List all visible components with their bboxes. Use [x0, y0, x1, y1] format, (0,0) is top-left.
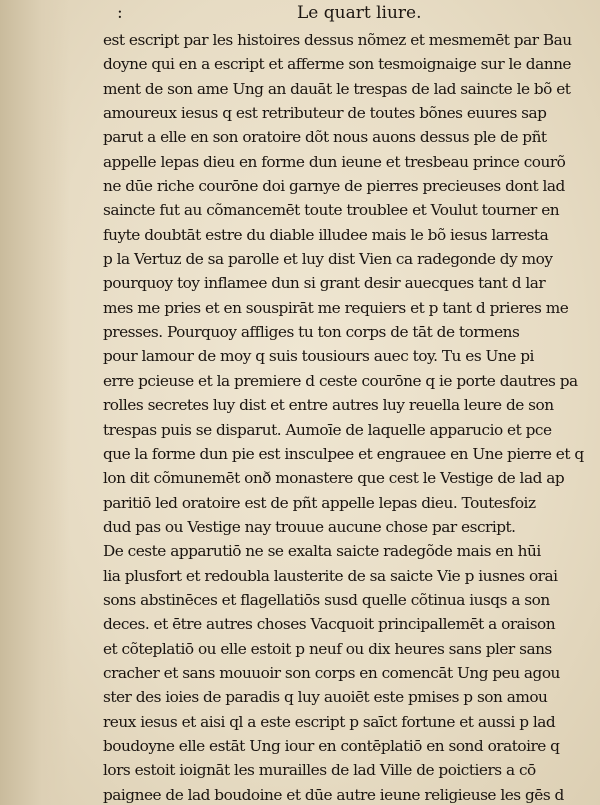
- text-line: parut a elle en son oratoire dõt nous auons dessus ple de pñt: [103, 128, 547, 147]
- text-line: ne dūe riche courōne doi garnye de pierres precieuses dont lad: [103, 177, 565, 196]
- text-line: fuyte doubtāt estre du diable illudee mais le bõ iesus larresta: [103, 225, 549, 244]
- text-line: amoureux iesus q est retributeur de toutes bõnes euures sap: [103, 104, 547, 123]
- text-line: lon dit cõmunemēt onð monastere que cest le Vestige de lad ap: [103, 469, 565, 488]
- text-line: lors estoit ioignāt les murailles de lad Ville de poictiers a cō: [103, 761, 536, 780]
- text-line: que la forme dun pie est insculpee et engrauee en Une pierre et q: [103, 444, 584, 463]
- text-line: reux iesus et aisi ql a este escript p saīct fortune et aussi p lad: [103, 712, 556, 731]
- text-line: cracher et sans mouuoir son corps en comencāt Ung peu agou: [103, 663, 560, 682]
- text-line: boudoyne elle estāt Ung iour en contēplatiō en sond oratoire q: [103, 736, 560, 755]
- page-gutter-shadow: [0, 0, 70, 805]
- text-line: rolles secretes luy dist et entre autres luy reuella leure de son: [103, 396, 554, 415]
- text-line: est escript par les histoires dessus nõmez et mesmemēt par Bau: [103, 31, 572, 49]
- running-title: Le quart liure.: [297, 3, 422, 23]
- text-line: presses. Pourquoy affliges tu ton corps de tāt de tormens: [103, 323, 520, 342]
- text-line: ment de son ame Ung an dauāt le trespas de lad saincte le bõ et: [103, 79, 571, 98]
- text-line: ster des ioies de paradis q luy auoiēt este pmises p son amou: [103, 688, 548, 707]
- text-line: paritiō led oratoire est de pñt appelle lepas dieu. Toutesfoiz: [103, 493, 536, 512]
- text-line: appelle lepas dieu en forme dun ieune et tresbeau prince courõ: [103, 152, 566, 171]
- text-line: dud pas ou Vestige nay trouue aucune chose par escript.: [103, 517, 516, 536]
- header-mark: :: [117, 3, 123, 23]
- text-line: erre pcieuse et la premiere d ceste courōne q ie porte dautres pa: [103, 371, 578, 390]
- text-line: deces. et ētre autres choses Vacquoit principallemēt a oraison: [103, 615, 556, 634]
- text-line: pour lamour de moy q suis tousiours auec toy. Tu es Une pi: [103, 347, 534, 366]
- text-line: De ceste apparutiō ne se exalta saicte radegõde mais en hūi: [103, 542, 541, 561]
- text-line: sons abstinēces et flagellatiōs susd quelle cõtinua iusqs a son: [103, 590, 550, 609]
- text-line: doyne qui en a escript et afferme son tesmoignaige sur le danne: [103, 55, 571, 74]
- body-text: [103, 28, 593, 805]
- text-line: lia plusfort et redoubla lausterite de sa saicte Vie p iusnes orai: [103, 566, 558, 585]
- text-line: pourquoy toy inflamee dun si grant desir auecques tant d lar: [103, 274, 546, 293]
- text-line: trespas puis se disparut. Aumoīe de laquelle apparucio et pce: [103, 420, 552, 439]
- text-line: p la Vertuz de sa parolle et luy dist Vien ca radegonde dy moy: [103, 250, 553, 269]
- text-line: saincte fut au cõmancemēt toute troublee et Voulut tourner en: [103, 201, 560, 220]
- text-line: paignee de lad boudoine et dūe autre ieune religieuse les gēs d: [103, 785, 564, 804]
- text-line: et cõteplatiō ou elle estoit p neuf ou dix heures sans pler sans: [103, 639, 552, 658]
- running-header: [0, 3, 600, 25]
- text-line: mes me pries et en souspirāt me requiers et p tant d prieres me: [103, 298, 569, 317]
